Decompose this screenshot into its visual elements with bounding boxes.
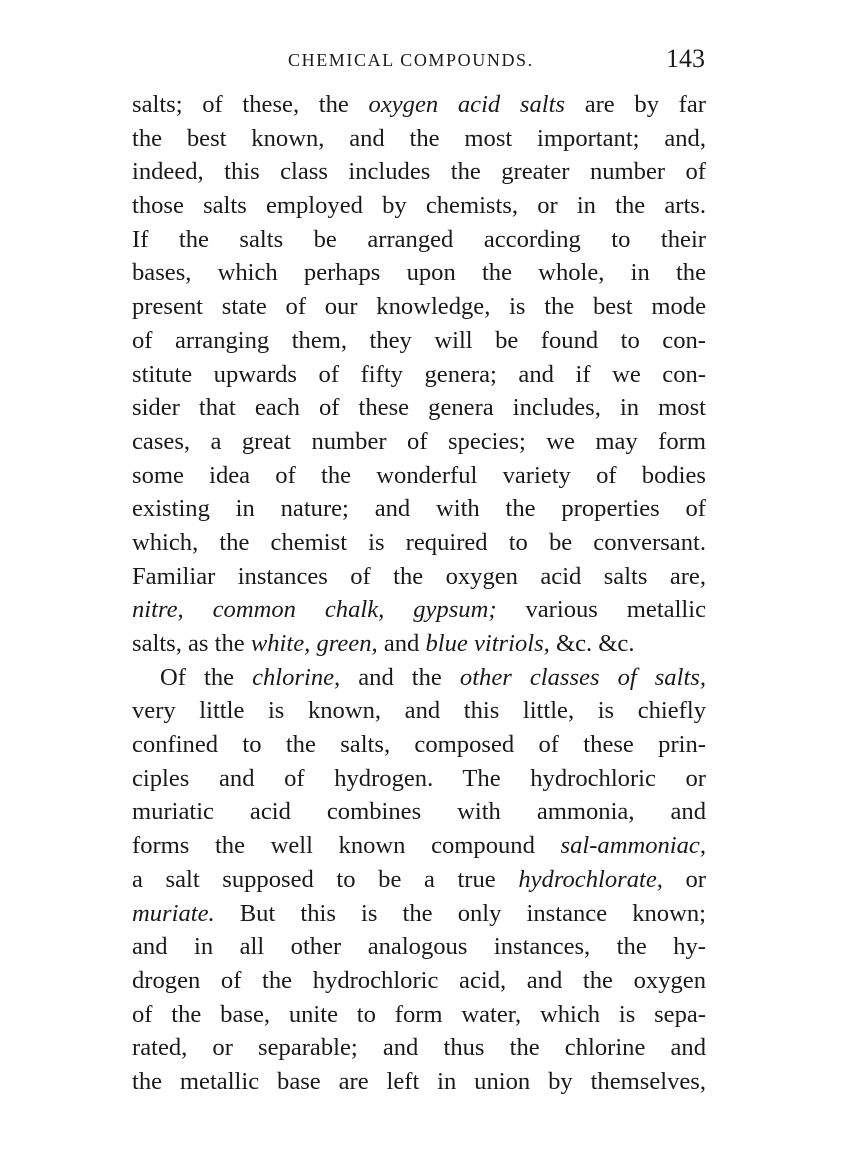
text-line: [132, 593, 706, 627]
text-run: salts, as the: [132, 630, 251, 657]
text-line: [132, 256, 706, 290]
text-run: existing in nature; and with the properties of: [132, 495, 706, 523]
text-line: [132, 492, 706, 526]
text-run: indeed, this class includes the greater number of: [132, 158, 706, 186]
text-run: If the salts be arranged according to their: [132, 225, 706, 253]
text-run: present state of our knowledge, is the best mode: [132, 293, 706, 321]
text-run: Of the: [160, 663, 253, 691]
text-line: [132, 391, 706, 425]
text-run: muriatic acid combines with ammonia, and: [132, 798, 706, 826]
italic-text: other classes of salts,: [459, 663, 706, 691]
text-line: [132, 863, 706, 897]
text-run: some idea of the wonderful variety of bodies: [132, 461, 706, 489]
text-line: [132, 560, 706, 594]
text-run: But this is the only instance known;: [214, 899, 706, 927]
page-header: [0, 44, 850, 76]
text-line: [132, 964, 706, 998]
text-run: rated, or separable; and thus the chlorine and: [132, 1034, 706, 1062]
text-run: cases, a great number of species; we may form: [132, 427, 706, 455]
italic-text: hydrochlorate,: [518, 865, 663, 893]
text-run: very little is known, and this little, is chiefly: [132, 697, 706, 725]
text-run: various metallic: [496, 596, 706, 624]
text-line: [132, 728, 706, 762]
text-line: [132, 189, 706, 223]
italic-text: blue vitriols,: [425, 630, 550, 657]
italic-text: nitre, common chalk, gypsum;: [132, 596, 497, 624]
italic-text: white, green,: [250, 630, 378, 657]
text-run: salts; of these, the: [132, 91, 369, 118]
text-line: [132, 795, 706, 829]
text-line: [132, 122, 706, 156]
text-line: [132, 1031, 706, 1065]
text-line: [132, 459, 706, 493]
text-run: the best known, and the most important; and,: [132, 124, 706, 152]
text-run: and in all other analogous instances, the hy-: [132, 933, 706, 961]
body-text: [132, 88, 706, 1099]
text-line: [132, 762, 706, 796]
text-line: [132, 425, 706, 459]
text-line: [132, 358, 706, 392]
text-line: [132, 897, 706, 931]
italic-text: muriate.: [132, 899, 215, 927]
text-run: a salt supposed to be a true: [132, 865, 519, 893]
text-run: bases, which perhaps upon the whole, in the: [132, 259, 706, 287]
text-line: [132, 661, 706, 695]
text-run: or: [662, 865, 706, 893]
text-run: and: [377, 630, 426, 657]
text-run: &c. &c.: [549, 630, 635, 657]
text-run: confined to the salts, composed of these prin-: [132, 731, 706, 759]
text-line: [132, 223, 706, 257]
text-run: the metallic base are left in union by themselves,: [132, 1067, 706, 1095]
text-run: sider that each of these genera includes, in most: [132, 394, 706, 422]
text-run: and the: [340, 663, 460, 691]
text-run: drogen of the hydrochloric acid, and the oxygen: [132, 966, 706, 994]
italic-text: oxygen acid salts: [368, 91, 565, 118]
text-run: ciples and of hydrogen. The hydrochloric or: [132, 764, 706, 792]
text-run: stitute upwards of fifty genera; and if we con-: [132, 360, 706, 388]
text-line: [132, 930, 706, 964]
text-line: [132, 1065, 706, 1099]
text-run: which, the chemist is required to be conversant.: [132, 528, 706, 556]
text-line: [132, 526, 706, 560]
text-run: forms the well known compound: [132, 832, 561, 860]
text-run: of the base, unite to form water, which is sepa-: [132, 1000, 706, 1028]
text-line: [132, 998, 706, 1032]
text-line: [132, 290, 706, 324]
page-number: 143: [666, 44, 705, 73]
text-run: Familiar instances of the oxygen acid salts are,: [132, 562, 706, 590]
text-line: [132, 324, 706, 358]
text-line: [132, 694, 706, 728]
text-run: are by far: [565, 91, 706, 118]
running-head: CHEMICAL COMPOUNDS.: [288, 50, 534, 70]
text-line: [132, 155, 706, 189]
text-run: of arranging them, they will be found to con-: [132, 326, 706, 354]
text-line: [132, 88, 706, 122]
text-line: [132, 829, 706, 863]
italic-text: sal-ammoniac,: [560, 832, 706, 860]
italic-text: chlorine,: [252, 663, 341, 691]
text-run: those salts employed by chemists, or in the arts.: [132, 192, 706, 220]
text-line: [132, 627, 706, 661]
